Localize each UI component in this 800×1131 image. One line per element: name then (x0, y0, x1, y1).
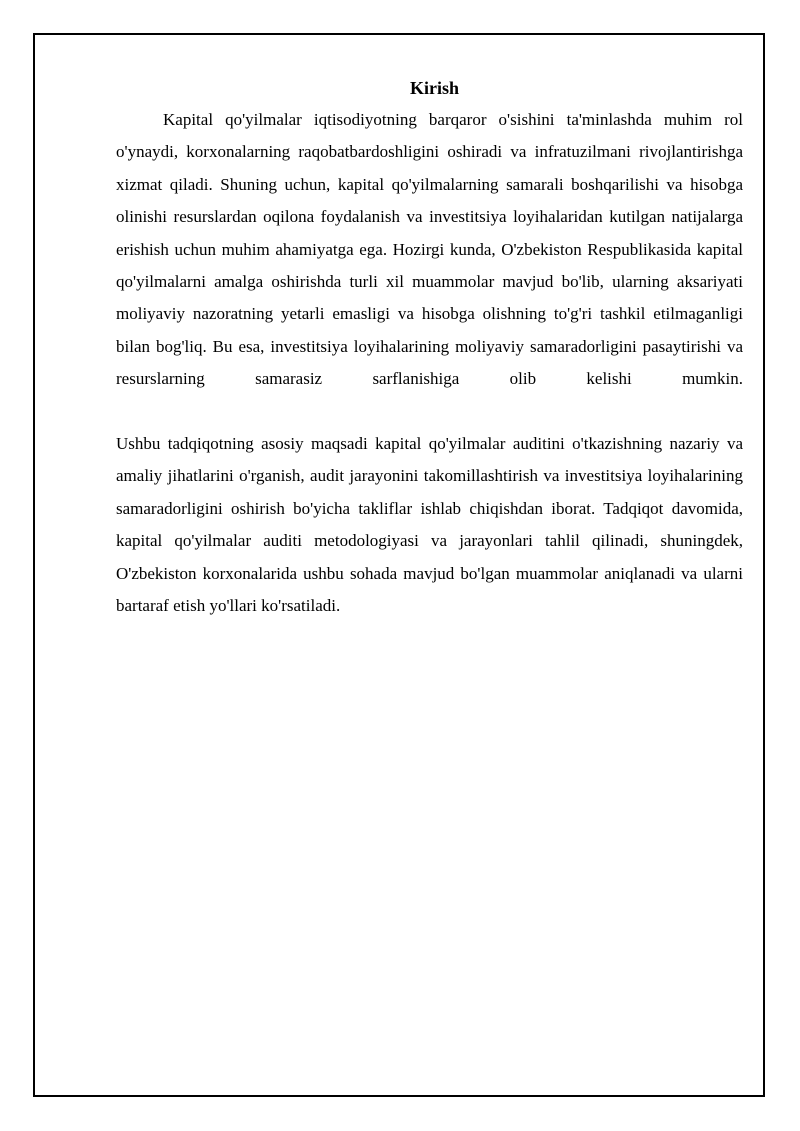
paragraph-spacer (116, 396, 743, 428)
paragraph-aim: Ushbu tadqiqotning asosiy maqsadi kapital qo'yilmalar auditini o'tkazishning nazariy va amaliy jihatlarini o'rganish, audit jarayonini takomillashtirish va investitsiya loyihalarining samaradorligini oshirish bo'yicha takliflar ishlab chiqishdan iborat. Tadqiqot davomida, kapital qo'yilmalar auditi metodologiyasi va jarayonlari tahlil qilinadi, shuningdek, O'zbekiston korxonalarida ushbu sohada mavjud bo'lgan muammolar aniqlanadi va ularni bartaraf etish yo'llari ko'rsatiladi. (116, 434, 743, 616)
paragraph-intro: Kapital qo'yilmalar iqtisodiyotning barqaror o'sishini ta'minlashda muhim rol o'ynaydi, korxonalarning raqobatbardoshligini oshiradi va infratuzilmani rivojlantirishga xizmat qiladi. Shuning uchun, kapital qo'yilmalarning samarali boshqarilishi va hisobga olinishi resurslardan oqilona foydalanish va investitsiya loyihalaridan kutilgan natijalarga erishish uchun muhim ahamiyatga ega. Hozirgi kunda, O'zbekiston Respublikasida kapital qo'yilmalarni amalga oshirishda turli xil muammolar mavjud bo'lib, ularning aksariyati moliyaviy nazoratning yetarli emasligi va hisobga olishning to'g'ri tashkil etilmaganligi bilan bog'liq. Bu esa, investitsiya loyihalarining moliyaviy samaradorligini pasaytirishi va resurslarning samarasiz sarflanishiga olib kelishi mumkin. (116, 110, 743, 389)
document-body (116, 72, 743, 622)
document-title: Kirish (409, 78, 459, 98)
